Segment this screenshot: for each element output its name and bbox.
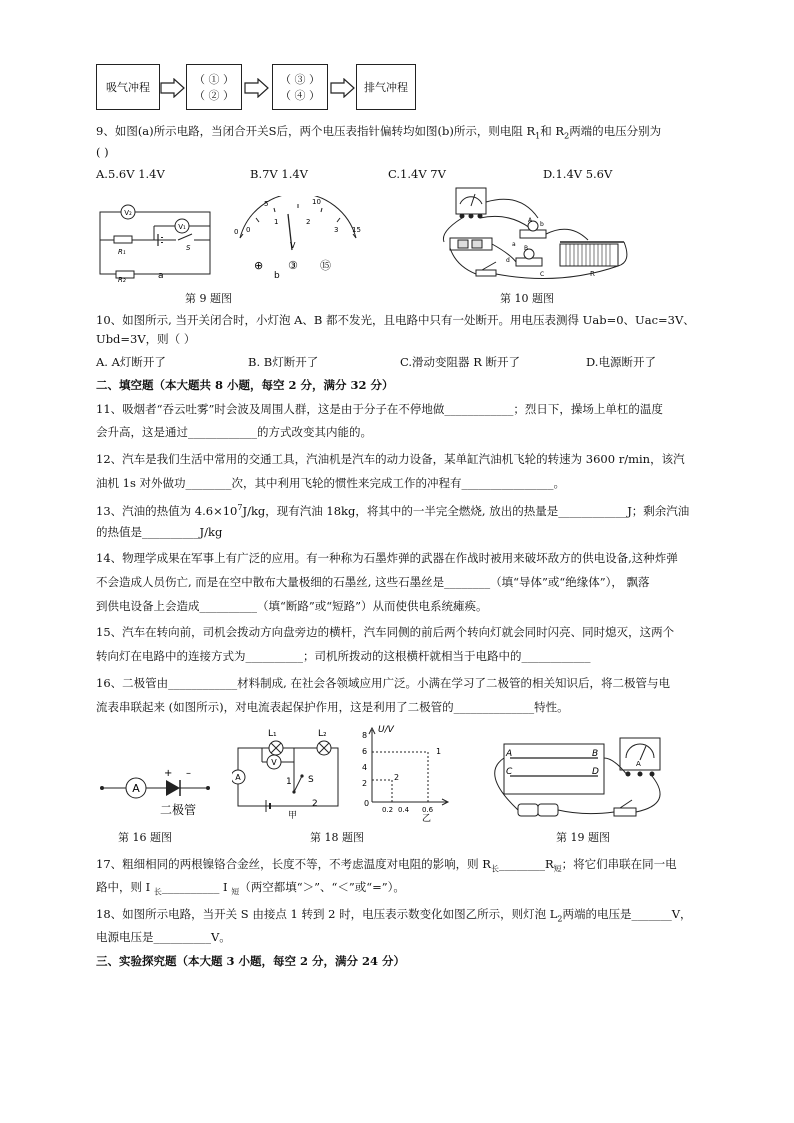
graph-y-tick-8: 8 [362,731,368,740]
switch-18-label: S [308,775,314,785]
q9-paren: ( ) [96,145,109,159]
q16-diode-figure [96,760,226,820]
tick-15: 15 [352,226,361,234]
flow-arrow [330,78,356,98]
q9-stem: 9、如图(a)所示电路，当闭合开关S后，两个电压表指针偏转均如图(b)所示，则电阻 $R_1$和 $R_2$两端的电压分别为 [96,124,662,141]
q10-option-b: B. B灯断开了 [248,355,319,369]
ammeter-18-label: A [235,773,241,782]
tick-s2: 2 [306,218,311,226]
flow-blank-3: （ ③ ） [280,73,320,86]
meter-a-label: A [636,760,641,768]
q10-option-d: D.电源断开了 [586,355,656,369]
caption-q9: 第 9 题图 [185,292,232,305]
flow-blank-1: （ ① ） [194,73,234,86]
section-2-heading: 二、填空题（本大题共 8 小题，每空 2 分，满分 32 分） [96,378,394,392]
q9-option-d: D.1.4V 5.6V [543,167,613,181]
point-a: A [506,749,513,759]
q19-apparatus-figure [474,734,684,824]
lamp-b-label: B [524,245,529,252]
point-d-label: d [506,257,510,264]
graph-point-2: 2 [394,773,400,782]
point-b-label: b [540,221,544,228]
voltmeter-label: V [271,758,277,767]
meter-v-label: V [290,241,296,250]
plus-sign: + [164,768,173,779]
tick-10: 10 [312,198,321,206]
graph-y-tick-4: 4 [362,763,368,772]
terminal-plus: ⊕ [254,259,264,272]
graph-y-tick-6: 6 [362,747,368,756]
q9-option-b: B.7V 1.4V [250,167,308,181]
l1-label: L₁ [268,729,277,739]
flow-box-3 [272,64,328,110]
q14-line2: 不会造成人员伤亡, 而是在空中散布大量极细的石墨丝, 这些石墨丝是________（填“导体”或“绝缘体”）， 飘落 [96,575,650,589]
v2-label: V₂ [124,209,132,217]
q9-voltmeter-dial [226,196,366,280]
point-c: C [506,767,513,777]
q9-option-a: A.5.6V 1.4V [96,167,165,181]
graph-origin: 0 [364,799,370,808]
q10-line1: 10、如图所示, 当开关闭合时，小灯泡 A、B 都不发光，且电路中只有一处断开。用电压表测得 Uab=0、Uac=3V、 [96,313,695,327]
ammeter-label: A [132,782,140,795]
q12-line1: 12、汽车是我们生活中常用的交通工具，汽油机是汽车的动力设备，某单缸汽油机飞轮的转速为 3600 r/min，该汽 [96,452,685,466]
q13-line1: 13、汽油的热值为 $4.6\times 10^7J/kg$，现有汽油 18kg，将其中的一半完全燃烧, 放出的热量是____________J；剩余汽油 [96,503,690,518]
caption-q10: 第 10 题图 [500,292,554,305]
flow-arrow [160,78,186,98]
switch-label: S [186,244,191,252]
point-c-label: C [540,271,545,278]
fig-b-label: b [274,271,280,280]
graph-point-1: 1 [436,747,442,756]
point-b: B [592,749,599,759]
tick-s3: 3 [334,226,339,234]
minus-sign: – [186,768,191,779]
q13-line2: 的热值是__________J/kg [96,525,223,539]
q9-option-c: C.1.4V 7V [388,167,446,181]
flow-box-exhaust [356,64,416,110]
caption-q16: 第 16 题图 [118,831,172,844]
q10-option-c: C.滑动变阻器 R 断开了 [400,355,521,369]
q17-line1: 17、粗细相同的两根镍铬合金丝，长度不等，不考虑温度对电阻的影响，则 $R_长\_\_\_\_\_\_\_\_R_短$；将它们串联在同一电 [96,857,677,874]
q10-apparatus-figure [420,182,632,286]
flow-blank-2: （ ② ） [194,89,234,102]
flow-blank-4: （ ④ ） [280,89,320,102]
lamp-a-label: A [528,217,533,224]
yi-label: 乙 [422,814,432,822]
q18-line2: 电源电压是__________V。 [96,930,231,944]
flow-box-intake [96,64,160,110]
q14-line3: 到供电设备上会造成__________（填“断路”或“短路”）从而使供电系统瘫痪。 [96,599,488,613]
q18-line1: 18、如图所示电路，当开关 S 由接点 1 转到 2 时，电压表示数变化如图乙所示，则灯泡 $L_2$两端的电压是_______V， [96,907,692,924]
tick-0: 0 [234,228,239,236]
terminal-3: ③ [288,259,298,272]
q11-line1: 11、吸烟者“吞云吐雾”时会波及周围人群，这是由于分子在不停地做____________；烈日下，操场上单杠的温度 [96,402,663,416]
flow-box-intake-label: 吸气冲程 [106,81,150,94]
q18-voltage-graph [352,722,452,822]
flow-arrow [244,78,270,98]
r2-label: R₂ [118,276,126,282]
l2-label: L₂ [318,729,327,739]
tick-5: 5 [264,200,269,208]
q15-line1: 15、汽车在转向前，司机会拨动方向盘旁边的横杆，汽车同侧的前后两个转向灯就会同时闪亮、同时熄灭，这两个 [96,625,675,639]
diode-label: 二极管 [160,803,197,817]
graph-y-tick-2: 2 [362,779,368,788]
q10-line2: Ubd=3V，则（ ） [96,332,196,346]
q17-line2: 路中，则 I $_长$__________ I $_短$（两空都填“＞”、“＜”或“=”）。 [96,880,405,897]
q16-line1: 16、二极管由____________材料制成, 在社会各领域应用广泛。小满在学习了二极管的相关知识后，将二极管与电 [96,676,670,690]
point-a-label: a [512,241,516,248]
q11-line2: 会升高，这是通过____________的方式改变其内能的。 [96,425,372,439]
terminal-15: ⑮ [320,259,331,272]
fig-a-label: a [158,271,164,281]
v1-label: V₁ [178,223,186,231]
point-d: D [592,767,599,777]
flow-box-exhaust-label: 排气冲程 [364,81,408,94]
jia-label: 甲 [288,811,298,820]
graph-x-tick-02: 0.2 [382,806,394,814]
caption-q19: 第 19 题图 [556,831,610,844]
graph-x-tick-04: 0.4 [398,806,410,814]
tick-s0: 0 [246,226,251,234]
flow-box-2 [186,64,242,110]
q15-line2: 转向灯在电路中的连接方式为__________；司机所拨动的这根横杆就相当于电路中的____________ [96,649,591,663]
rheostat-r-label: R [590,270,595,278]
caption-q18: 第 18 题图 [310,831,364,844]
q18-circuit-figure [232,726,344,820]
contact-1: 1 [286,777,292,787]
q12-line2: 油机 1s 对外做功________次，其中利用飞轮的惯性来完成工作的冲程有________________。 [96,476,566,490]
q16-line2: 流表串联起来 (如图所示)，对电流表起保护作用，这是利用了二极管的______________特性。 [96,700,569,714]
tick-s1: 1 [274,218,279,226]
graph-x-tick-06: 0.6 [422,806,434,814]
q9-circuit-figure [96,198,216,282]
q10-option-a: A. A灯断开了 [96,355,166,369]
graph-y-axis-label: U/V [378,725,394,735]
section-3-heading: 三、实验探究题（本大题 3 小题，每空 2 分，满分 24 分） [96,954,406,968]
r1-label: R₁ [118,248,126,256]
contact-2: 2 [312,799,318,809]
q14-line1: 14、物理学成果在军事上有广泛的应用。有一种称为石墨炸弹的武器在作战时被用来破坏敌方的供电设备,这种炸弹 [96,551,678,565]
